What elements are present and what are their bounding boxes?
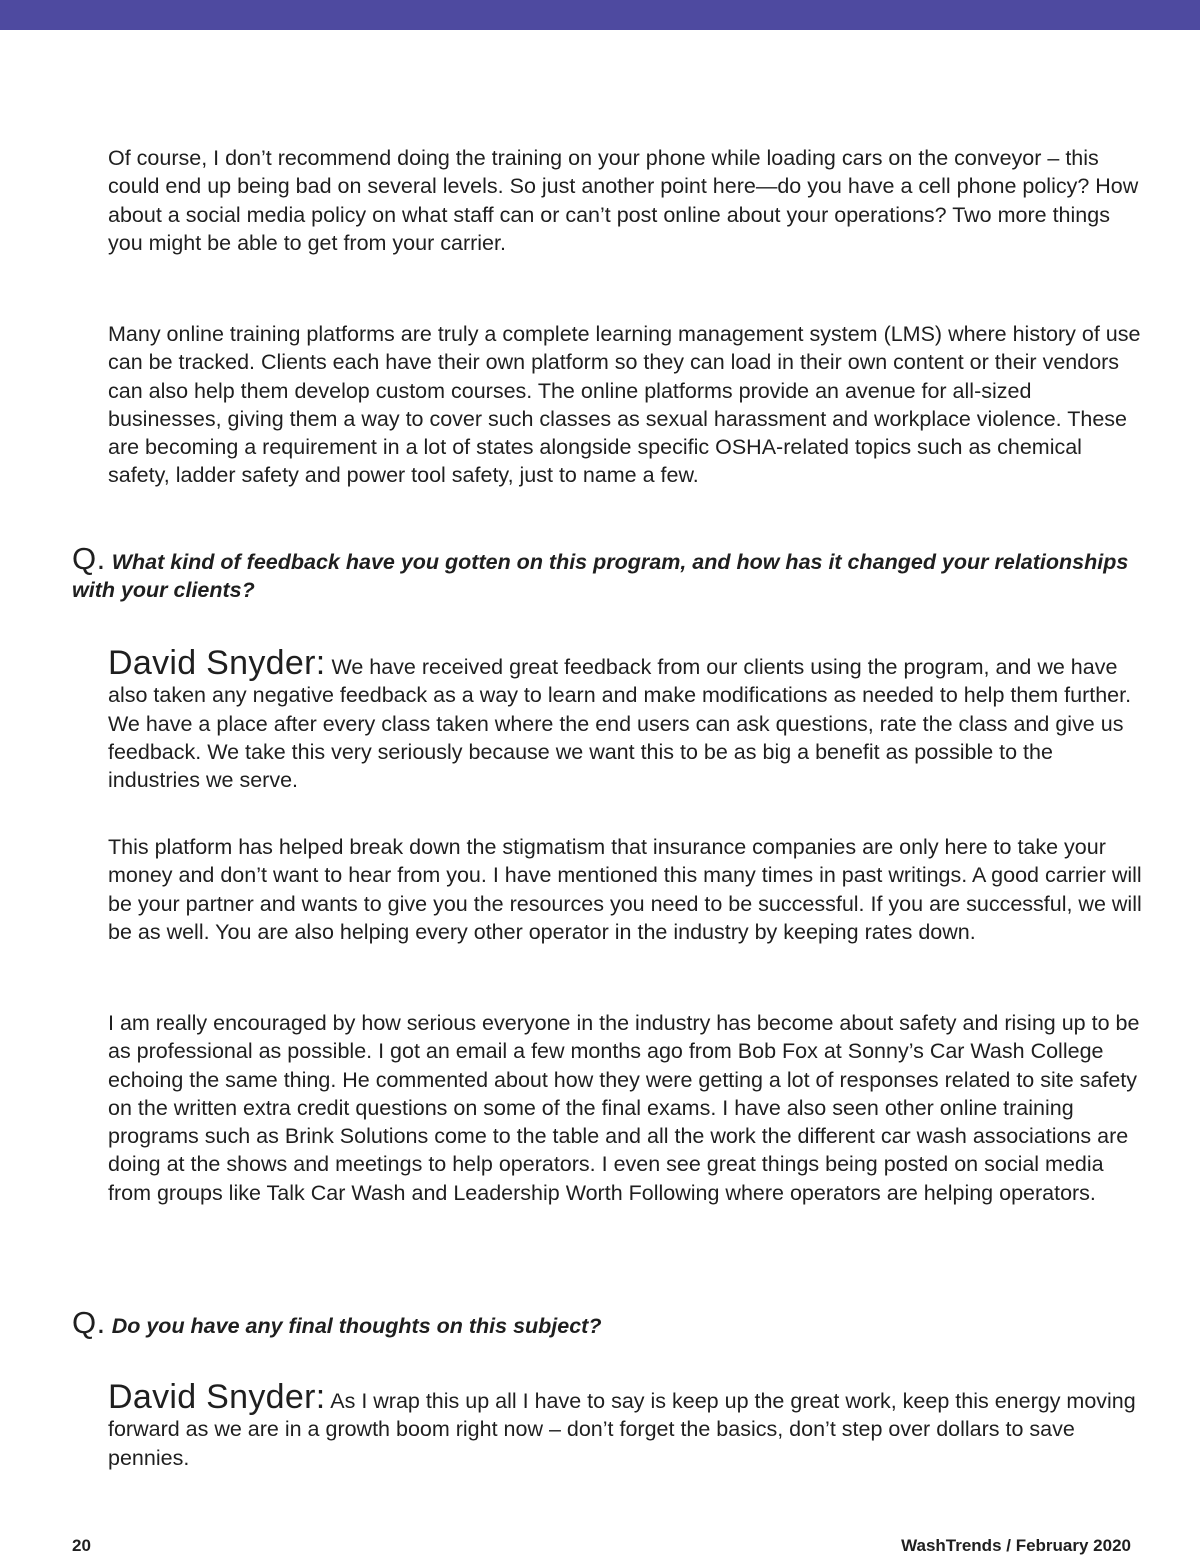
publication-footer: WashTrends / February 2020 — [901, 1536, 1131, 1555]
interview-answer — [108, 644, 1148, 794]
article-paragraph: This platform has helped break down the stigmatism that insurance companies are only here to take your money and don’t want to hear from you. I have mentioned this many times in past writings. A good carrier will be your partner and wants to give you the resources you need to be successful. If you are successful, we will be as well. You are also helping every other operator in the industry by keeping rates down. — [108, 835, 1142, 944]
question-prefix: Q. — [72, 1305, 106, 1340]
page-number: 20 — [72, 1536, 91, 1555]
speaker-name: David Snyder: — [108, 644, 326, 682]
interview-question — [72, 541, 1152, 605]
question-text: What kind of feedback have you gotten on this program, and how has it changed your relationships with your clients? — [72, 550, 1129, 603]
article-paragraph: Many online training platforms are truly a complete learning management system (LMS) where history of use can be tracked. Clients each have their own platform so they can load in their own content or their vendors can also help them develop custom courses. The online platforms provide an avenue for all-sized businesses, giving them a way to cover such classes as sexual harassment and workplace violence. These are becoming a requirement in a lot of states alongside specific OSHA-related topics such as chemical safety, ladder safety and power tool safety, just to name a few. — [108, 322, 1141, 488]
article-paragraph: Of course, I don’t recommend doing the training on your phone while loading cars on the conveyor – this could end up being bad on several levels. So just another point here—do you have a cell phone policy? How about a social media policy on what staff can or can’t post online about your operations? Two more things you might be able to get from your carrier. — [108, 146, 1139, 255]
speaker-name: David Snyder: — [108, 1378, 326, 1416]
question-prefix: Q. — [72, 541, 106, 576]
header-color-bar — [0, 0, 1200, 30]
answer-text: We have received great feedback from our clients using the program, and we have also taken any negative feedback as a way to learn and make modifications as needed to help them further. We have a place after every class taken where the end users can ask questions, rate the class and give us feedback. We take this very seriously because we want this to be as big a benefit as possible to the industries we serve. — [108, 655, 1132, 793]
answer-text: As I wrap this up all I have to say is keep up the great work, keep this energy moving forward as we are in a growth boom right now – don’t forget the basics, don’t step over dollars to save pennies. — [108, 1389, 1136, 1470]
interview-answer — [108, 1378, 1148, 1472]
interview-question — [72, 1305, 1152, 1340]
question-text: Do you have any final thoughts on this subject? — [111, 1314, 602, 1338]
article-paragraph: I am really encouraged by how serious everyone in the industry has become about safety and rising up to be as professional as possible. I got an email a few months ago from Bob Fox at Sonny’s Car Wash College echoing the same thing. He commented about how they were getting a lot of responses related to site safety on the written extra credit questions on some of the final exams. I have also seen other online training programs such as Brink Solutions come to the table and all the work the different car wash associations are doing at the shows and meetings to help operators. I even see great things being posted on social media from groups like Talk Car Wash and Leadership Worth Following where operators are helping operators. — [108, 1011, 1140, 1205]
